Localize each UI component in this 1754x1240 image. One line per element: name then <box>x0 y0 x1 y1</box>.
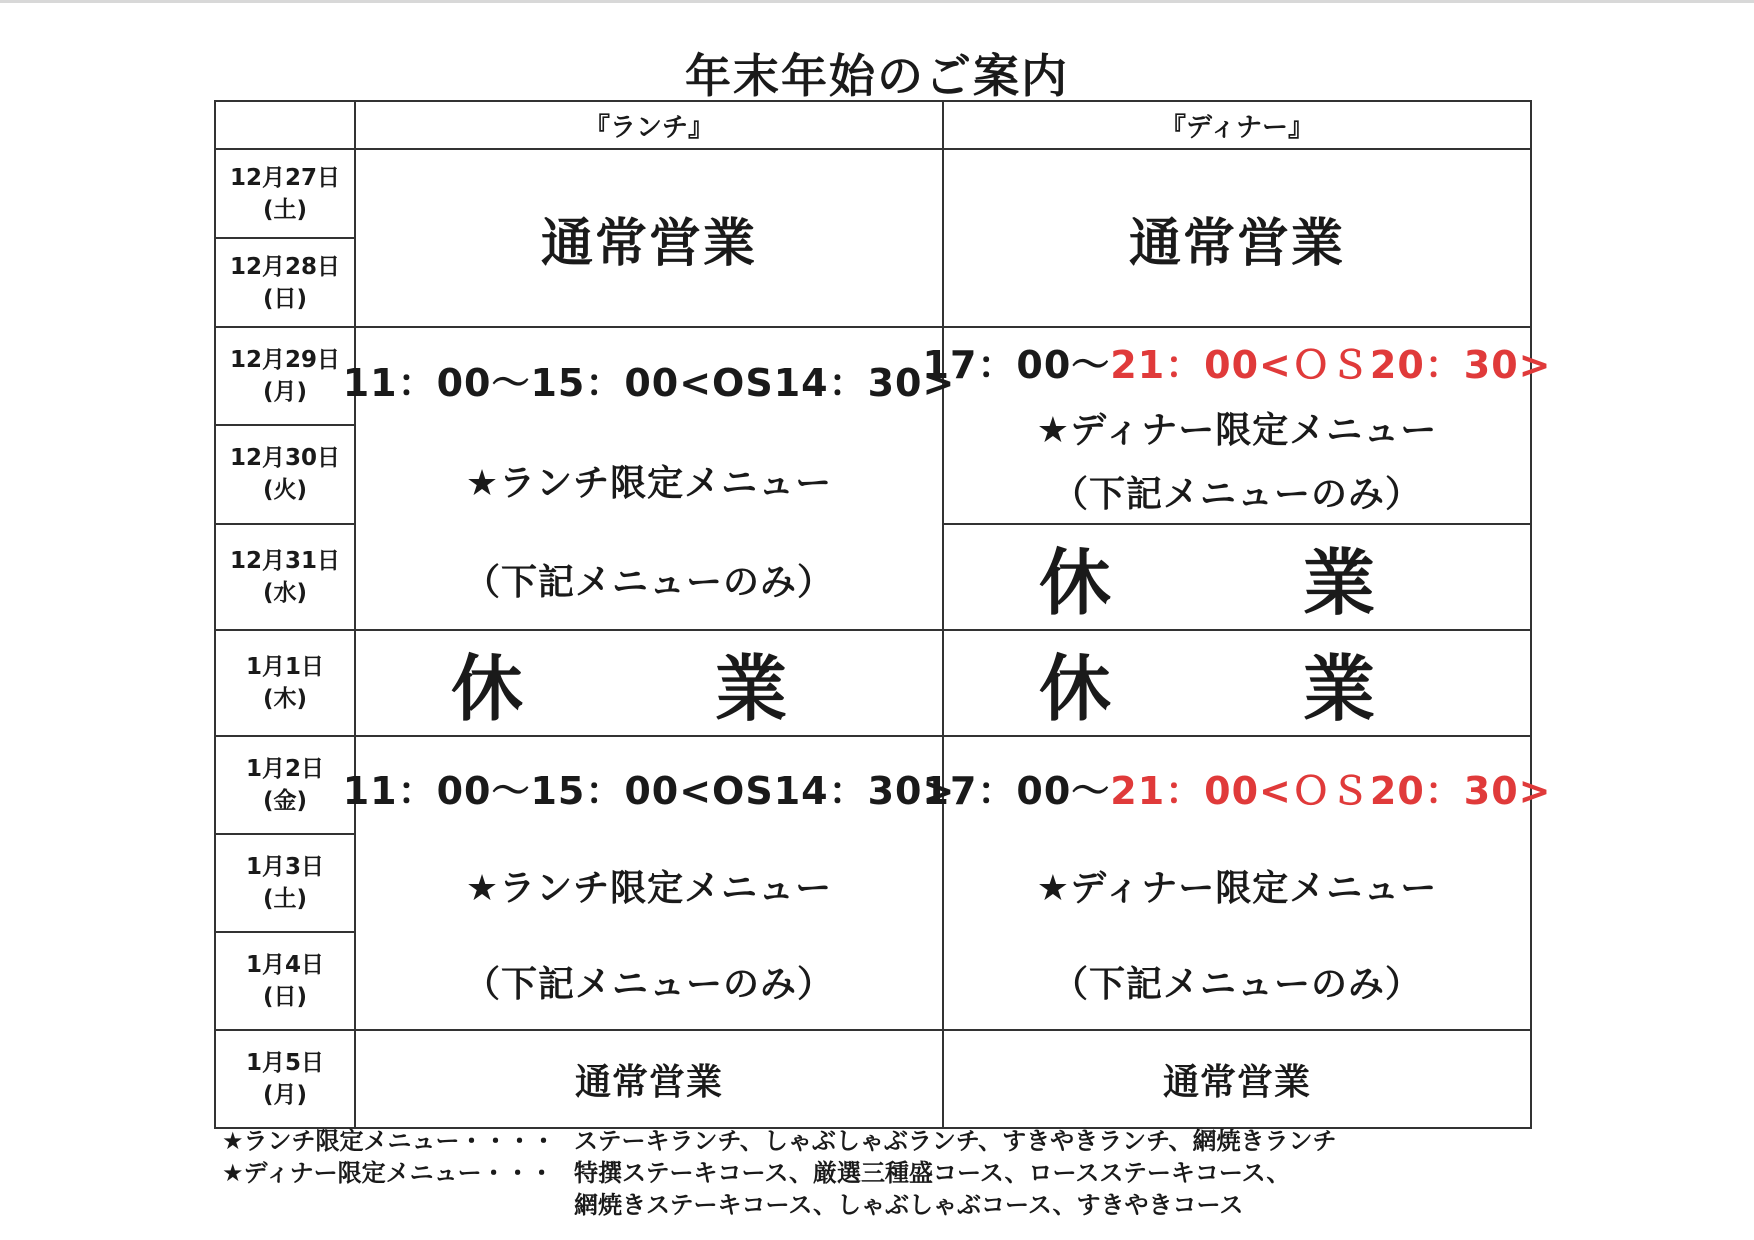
lunch-note-text: ステーキランチ、しゃぶしゃぶランチ、すきやきランチ、網焼きランチ <box>574 1127 1337 1155</box>
dinner-normal-cell: 通常営業 <box>943 1030 1531 1128</box>
date-cell <box>215 630 355 736</box>
lunch-normal-cell: 通常営業 <box>355 1030 943 1128</box>
dinner-note-row <box>222 1157 1336 1189</box>
date-label: 12月28日 <box>229 253 340 280</box>
lunch-hours: 11：00～15：00<OS14：30> <box>342 361 956 405</box>
header-dinner: 『ディナー』 <box>943 101 1531 149</box>
lunch-note-label: ★ランチ限定メニュー・・・・ <box>222 1127 556 1155</box>
dinner-hours-end: 21：00<ＯＳ20：30> <box>1110 343 1552 388</box>
day-label: (火) <box>262 477 308 504</box>
dinner-note-label: ★ディナー限定メニュー・・・ <box>222 1159 554 1187</box>
top-rule <box>0 0 1754 3</box>
dinner-limited-cell <box>922 736 1552 1030</box>
dinner-limited-label: ★ディナー限定メニュー <box>1036 867 1438 909</box>
dinner-limited-label: ★ディナー限定メニュー <box>1036 409 1438 451</box>
dinner-hours <box>923 334 1552 389</box>
date-label: 1月4日 <box>245 952 324 979</box>
lunch-only-note: （下記メニューのみ） <box>463 562 834 603</box>
lunch-note-row <box>222 1125 1336 1157</box>
lunch-limited-label: ★ランチ限定メニュー <box>465 463 833 504</box>
header-lunch: 『ランチ』 <box>355 101 943 149</box>
date-label: 12月30日 <box>229 445 340 472</box>
schedule-table <box>214 100 1552 1129</box>
day-label: (日) <box>262 285 308 312</box>
menu-notes <box>222 1125 1336 1221</box>
day-label: (月) <box>262 378 308 405</box>
lunch-normal-cell: 通常営業 <box>355 149 943 327</box>
dinner-closed-cell: 休 業 <box>943 630 1531 736</box>
lunch-hours: 11：00～15：00<OS14：30> <box>342 768 956 813</box>
dinner-note-text: 特撰ステーキコース、厳選三種盛コース、ロースステーキコース、 <box>574 1159 1291 1187</box>
dinner-limited-cell <box>922 327 1552 524</box>
dinner-hours-end: 21：00<ＯＳ20：30> <box>1110 768 1552 813</box>
lunch-limited-cell <box>342 327 956 630</box>
page-title: 年末年始のご案内 <box>685 49 1069 103</box>
date-cell <box>215 327 355 425</box>
day-label: (土) <box>262 885 308 912</box>
day-label: (金) <box>262 787 308 814</box>
dinner-only-note: （下記メニューのみ） <box>1051 963 1422 1005</box>
date-label: 12月27日 <box>229 164 340 191</box>
date-label: 12月29日 <box>229 346 340 373</box>
date-cell <box>215 932 355 1030</box>
lunch-closed-cell: 休 業 <box>355 630 943 736</box>
lunch-limited-label: ★ランチ限定メニュー <box>465 867 833 909</box>
date-label: 12月31日 <box>229 548 340 574</box>
lunch-limited-cell <box>342 736 956 1030</box>
date-label: 1月5日 <box>245 1050 324 1076</box>
day-label: (月) <box>262 1082 308 1108</box>
dinner-hours-start: 17：00～ <box>922 343 1111 388</box>
date-cell <box>215 834 355 933</box>
dinner-note-continued: 網焼きステーキコース、しゃぶしゃぶコース、すきやきコース <box>574 1191 1244 1219</box>
day-label: (土) <box>262 196 308 223</box>
date-cell <box>215 238 355 327</box>
date-cell <box>215 425 355 524</box>
date-label: 1月2日 <box>245 755 324 782</box>
date-label: 1月1日 <box>245 654 324 680</box>
day-label: (日) <box>262 984 308 1011</box>
date-cell <box>215 736 355 834</box>
date-cell <box>215 149 355 238</box>
dinner-only-note: （下記メニューのみ） <box>1051 473 1422 515</box>
dinner-normal-cell: 通常営業 <box>943 149 1531 327</box>
date-label: 1月3日 <box>245 853 324 880</box>
day-label: (木) <box>262 686 308 712</box>
date-cell <box>215 524 355 630</box>
dinner-hours <box>923 760 1552 815</box>
header-date <box>215 101 355 149</box>
day-label: (水) <box>262 580 308 606</box>
date-cell <box>215 1030 355 1128</box>
lunch-only-note: （下記メニューのみ） <box>463 963 834 1005</box>
dinner-hours-start: 17：00～ <box>922 768 1111 813</box>
dinner-closed-cell: 休 業 <box>943 524 1531 630</box>
